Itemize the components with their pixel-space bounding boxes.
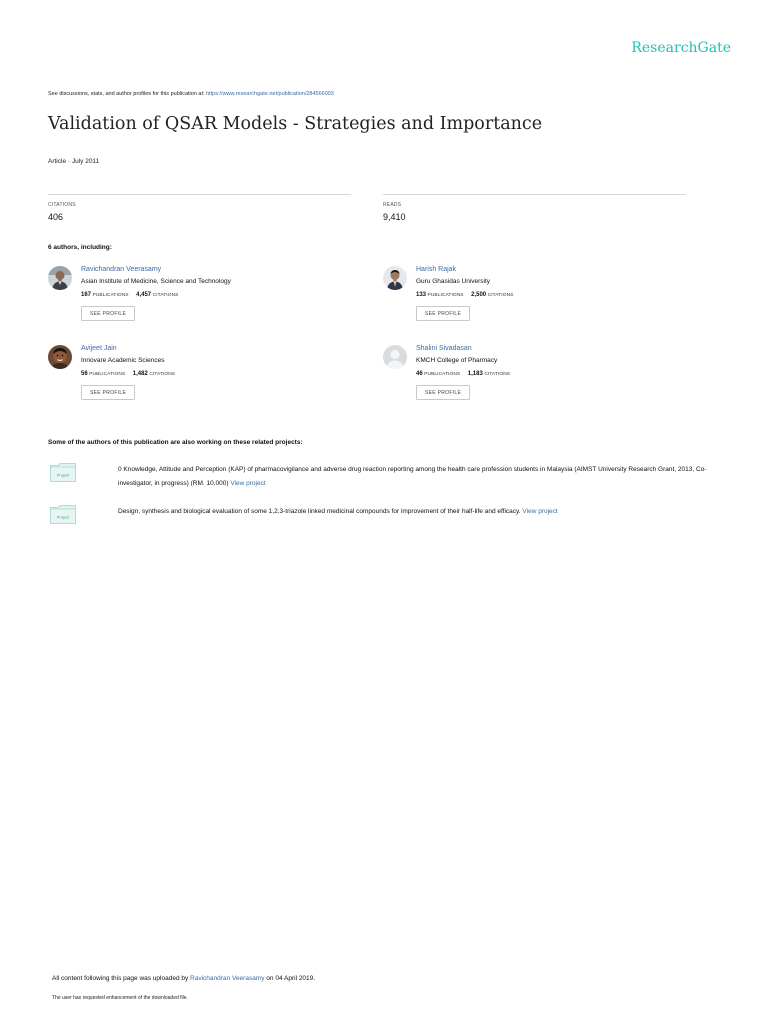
project-icon-label: Project xyxy=(56,514,70,520)
citations-stat xyxy=(48,194,351,222)
upload-prefix: All content following this page was uploaded by xyxy=(52,975,191,982)
default-avatar-icon xyxy=(383,345,407,369)
reads-stat xyxy=(383,194,686,222)
uploader-link[interactable]: Ravichandran Veerasamy xyxy=(190,975,265,982)
publications-count: 46 xyxy=(416,371,423,377)
authors-heading: 6 authors, including: xyxy=(48,244,112,251)
citations-count: 1,482 xyxy=(132,371,148,377)
citations-label: CITATIONS xyxy=(149,372,176,377)
publication-meta: Article · July 2011 xyxy=(48,158,100,165)
upload-suffix: on 04 April 2019. xyxy=(264,975,316,982)
view-project-link[interactable]: View project xyxy=(230,480,266,487)
publications-count: 133 xyxy=(416,292,427,298)
view-project-link[interactable]: View project xyxy=(522,508,558,515)
citations-count: 1,183 xyxy=(467,371,483,377)
reads-value: 9,410 xyxy=(383,212,406,222)
author-name-link[interactable]: Ravichandran Veerasamy xyxy=(81,266,162,273)
discussion-text: See discussions, stats, and author profiles for this publication at: xyxy=(48,91,207,97)
avatar[interactable] xyxy=(383,345,407,369)
avatar-photo-icon xyxy=(48,266,72,290)
avatar[interactable] xyxy=(48,345,72,369)
citations-count: 2,500 xyxy=(471,292,487,298)
project-description xyxy=(118,505,718,519)
author-name-link[interactable]: Avijeet Jain xyxy=(81,345,117,352)
avatar[interactable] xyxy=(48,266,72,290)
avatar-photo-icon xyxy=(383,266,407,290)
publications-label: PUBLICATIONS xyxy=(424,372,461,377)
author-institution: Innovare Academic Sciences xyxy=(81,357,165,364)
author-institution: KMCH College of Pharmacy xyxy=(416,357,498,364)
page-title: Validation of QSAR Models - Strategies and Importance xyxy=(48,114,543,134)
download-note: The user has requested enhancement of the downloaded file. xyxy=(52,995,188,1001)
author-institution: Guru Ghasidas University xyxy=(416,278,491,285)
publications-count: 56 xyxy=(81,371,88,377)
project-description xyxy=(118,463,718,491)
project-folder-icon[interactable] xyxy=(50,463,76,482)
publications-label: PUBLICATIONS xyxy=(92,293,129,298)
author-stats xyxy=(81,371,371,377)
avatar[interactable] xyxy=(383,266,407,290)
project-folder-icon[interactable] xyxy=(50,505,76,524)
publications-label: PUBLICATIONS xyxy=(427,293,464,298)
author-info xyxy=(81,345,371,377)
author-name-link[interactable]: Shalini Sivadasan xyxy=(416,345,472,352)
citations-label: CITATIONS xyxy=(152,293,179,298)
reads-label: READS xyxy=(383,202,402,208)
author-stats xyxy=(416,371,706,377)
see-profile-button[interactable]: SEE PROFILE xyxy=(81,306,135,321)
researchgate-logo[interactable]: ResearchGate xyxy=(631,40,731,56)
citations-label: CITATIONS xyxy=(484,372,511,377)
citations-value: 406 xyxy=(48,212,64,222)
project-icon-label: Project xyxy=(56,472,70,478)
author-info xyxy=(81,266,371,298)
author-info xyxy=(416,345,706,377)
discussion-line xyxy=(48,91,334,97)
author-stats xyxy=(416,292,706,298)
author-stats xyxy=(81,292,371,298)
author-name-link[interactable]: Harish Rajak xyxy=(416,266,457,273)
project-text: Design, synthesis and biological evaluation of some 1,2,3-triazole linked medicinal compounds for improvement of their half-life and efficacy. xyxy=(118,508,523,515)
author-info xyxy=(416,266,706,298)
citations-label: CITATIONS xyxy=(48,202,76,208)
citations-count: 4,457 xyxy=(136,292,152,298)
citations-label: CITATIONS xyxy=(487,293,514,298)
see-profile-button[interactable]: SEE PROFILE xyxy=(416,385,470,400)
see-profile-button[interactable]: SEE PROFILE xyxy=(416,306,470,321)
upload-info xyxy=(52,975,315,982)
publications-label: PUBLICATIONS xyxy=(89,372,126,377)
author-institution: Asian Institute of Medicine, Science and Technology xyxy=(81,278,231,285)
avatar-photo-icon xyxy=(48,345,72,369)
projects-heading: Some of the authors of this publication are also working on these related projects: xyxy=(48,439,303,446)
publications-count: 167 xyxy=(81,292,92,298)
project-text: 0 Knowledge, Attitude and Perception (KAP) of pharmacovigilance and adverse drug reaction reporting among the health care profession students in Malaysia (AIMST University Research Grant, 2013, Co-investigator, in progress) (RM. 10,000) xyxy=(118,466,707,487)
see-profile-button[interactable]: SEE PROFILE xyxy=(81,385,135,400)
publication-url-link[interactable]: https://www.researchgate.net/publication/284566093 xyxy=(206,91,334,97)
